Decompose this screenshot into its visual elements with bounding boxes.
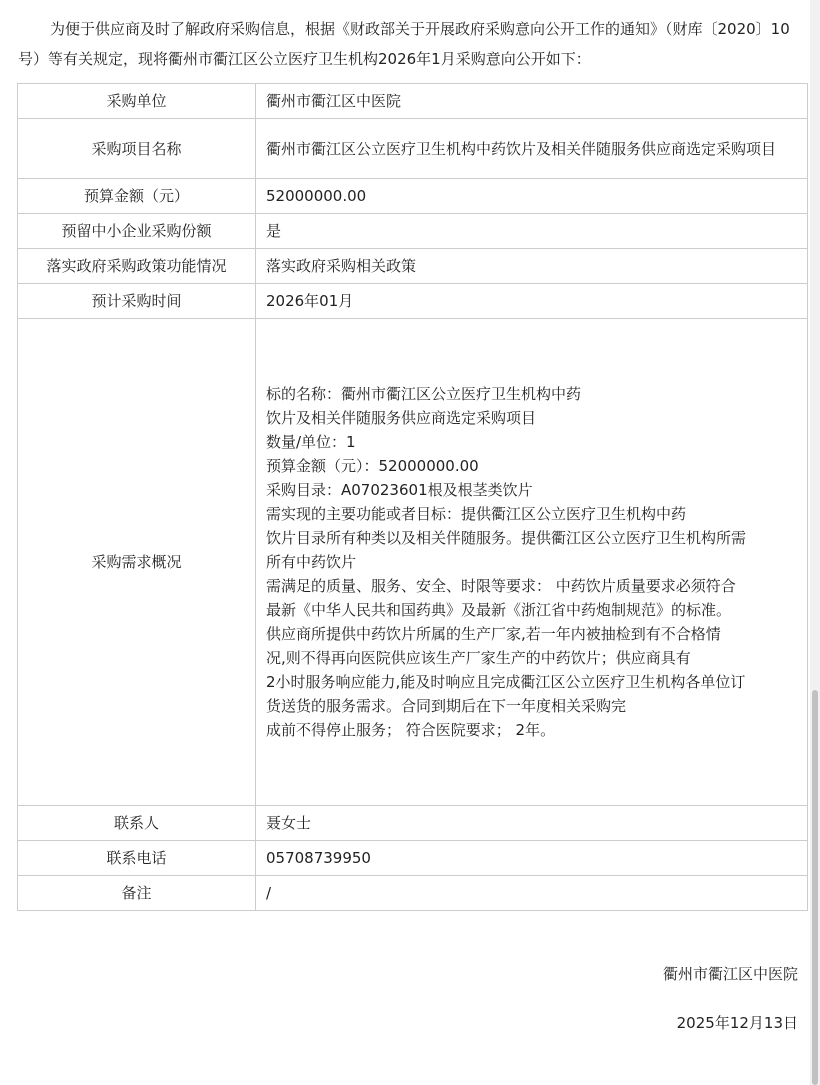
row-value-overview: [256, 319, 808, 806]
row-value-contact: 聂女士: [256, 806, 808, 841]
overview-line: 预算金额（元）：52000000.00: [266, 457, 479, 475]
row-label-project-name: 采购项目名称: [18, 119, 256, 179]
table-row: [18, 806, 808, 841]
row-label-remarks: 备注: [18, 876, 256, 911]
row-value-budget: 52000000.00: [256, 179, 808, 214]
table-row: [18, 249, 808, 284]
footer-date: 2025年12月13日: [676, 1014, 798, 1032]
overview-line: 数量/单位：1: [266, 433, 356, 451]
overview-line: 需实现的主要功能或者目标：提供衢江区公立医疗卫生机构中药: [266, 505, 687, 523]
table-row: [18, 84, 808, 119]
table-row: [18, 119, 808, 179]
row-label-overview: 采购需求概况: [18, 319, 256, 806]
row-value-project-name: 衢州市衢江区公立医疗卫生机构中药饮片及相关伴随服务供应商选定采购项目: [256, 119, 808, 179]
overview-line: 饮片及相关伴随服务供应商选定采购项目: [266, 409, 537, 427]
row-label-policy: 落实政府采购政策功能情况: [18, 249, 256, 284]
row-value-sme-share: 是: [256, 214, 808, 249]
overview-line: 成前不得停止服务； 符合医院要求； 2年。: [266, 721, 556, 739]
table-row: [18, 214, 808, 249]
row-label-purchase-time: 预计采购时间: [18, 284, 256, 319]
table-row: [18, 284, 808, 319]
overview-line: 采购目录：A07023601根及根茎类饮片: [266, 481, 533, 499]
intro-paragraph: 为便于供应商及时了解政府采购信息，根据《财政部关于开展政府采购意向公开工作的通知》（财库〔2020〕10号）等有关规定，现将衢州市衢江区公立医疗卫生机构2026年1月采购意向公开如下：: [18, 20, 790, 68]
row-value-phone: 05708739950: [256, 841, 808, 876]
row-value-remarks: /: [256, 876, 808, 911]
row-value-purchase-time: 2026年01月: [256, 284, 808, 319]
procurement-intent-table: [17, 83, 808, 911]
table-row: [18, 179, 808, 214]
overview-line: 饮片目录所有种类以及相关伴随服务。提供衢江区公立医疗卫生机构所需: [266, 529, 747, 547]
row-value-policy: 落实政府采购相关政策: [256, 249, 808, 284]
row-label-purchaser: 采购单位: [18, 84, 256, 119]
scrollbar-thumb[interactable]: [812, 690, 818, 1085]
overview-line: 况,则不得再向医院供应该生产厂家生产的中药饮片；供应商具有: [266, 649, 691, 667]
table-row: [18, 876, 808, 911]
overview-line: 货送货的服务需求。合同到期后在下一年度相关采购完: [266, 697, 627, 715]
overview-line: 需满足的质量、服务、安全、时限等要求： 中药饮片质量要求必须符合: [266, 577, 736, 595]
row-label-budget: 预算金额（元）: [18, 179, 256, 214]
row-value-purchaser: 衢州市衢江区中医院: [256, 84, 808, 119]
overview-line: 供应商所提供中药饮片所属的生产厂家,若一年内被抽检到有不合格情: [266, 625, 721, 643]
overview-line: 所有中药饮片: [266, 553, 357, 571]
overview-line: 标的名称：衢州市衢江区公立医疗卫生机构中药: [266, 385, 582, 403]
footer-organization: 衢州市衢江区中医院: [662, 965, 798, 983]
row-label-contact: 联系人: [18, 806, 256, 841]
row-label-phone: 联系电话: [18, 841, 256, 876]
overview-line: 最新《中华人民共和国药典》及最新《浙江省中药炮制规范》的标准。: [266, 601, 732, 619]
row-label-sme-share: 预留中小企业采购份额: [18, 214, 256, 249]
vertical-scrollbar[interactable]: [810, 0, 820, 1085]
table-row: [18, 319, 808, 806]
table-row: [18, 841, 808, 876]
overview-line: 2小时服务响应能力,能及时响应且完成衢江区公立医疗卫生机构各单位订: [266, 673, 746, 691]
